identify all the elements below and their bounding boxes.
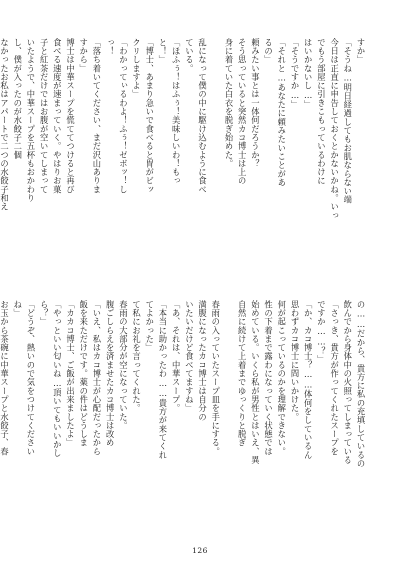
upper-text-tier (0, 38, 367, 288)
text-line: 食べる速度が速まっていく。やはりお菓 (52, 38, 63, 194)
text-line: っ！ (105, 38, 116, 56)
text-line: 「それと…あなたに頼みたいことがあ (276, 38, 287, 187)
page-number: 126 (192, 546, 208, 555)
text-line: 「やっといい匂いね…頂いてもいいかし (52, 300, 63, 458)
text-line: 「どうぞ、熱いので気をつけてください (25, 300, 36, 456)
text-line: と！」 (157, 38, 168, 64)
text-line: 始めている。いくら私が男性とはいえ、異 (250, 300, 261, 465)
text-line: ね」 (12, 300, 23, 318)
text-line: し、僕が入ったのが水餃子二個 (12, 38, 23, 160)
text-line: 「博士、あまり急いで食べると胃がビッ (144, 38, 155, 194)
text-line: て私にお礼を言ってくれた。 (131, 300, 142, 413)
text-line: ら？」 (39, 300, 50, 326)
text-line: 「さっき、貴方が作ってくれたスープを (329, 300, 340, 456)
text-line: 博士は中華スープを慌ててつけると再び (65, 38, 76, 194)
text-line: るの」 (263, 38, 274, 64)
text-line: 「そうね…明日経過してもお肌ならない端 (342, 38, 353, 205)
text-line: 思わずカコ博士に問いかけた。 (289, 300, 300, 422)
text-line: 腹ごしらえを済ませたカコ博士は改め (105, 300, 116, 448)
text-line: ている。 (184, 38, 195, 73)
text-line: クリしますよ」 (131, 38, 142, 99)
text-line: 満腹になったカコ博士は自分の (197, 300, 208, 422)
text-line: 「本当に助かったわ……貴方が来てくれ (157, 300, 168, 460)
text-line: 飯を来ただけです。薬の件はどうしま (78, 300, 89, 448)
text-line: 身に着ていた白衣を脱ぎ始めた。 (223, 38, 234, 168)
text-line: お玉から茶碗に中華スープと水餃子、春 (0, 300, 10, 456)
text-line: 何が起こっているのかを理解できない。 (276, 300, 287, 456)
text-line: 「わかってぃるわよ！ふぅ！ゼボッ！し (118, 38, 129, 194)
text-line: 「そうですか…」 (289, 38, 300, 109)
text-line: の……だから、貴方に私の充填しているの (356, 300, 366, 468)
text-line: いたいだけど食べてますね」 (184, 300, 195, 413)
text-line: 子と紅茶だけではお腹が空いてしまって (39, 38, 50, 194)
text-line: すか」 (356, 38, 366, 64)
text-line: ですか……？」 (316, 300, 327, 364)
text-line: 「いえ、私はカコ博士が心配だったから (91, 300, 102, 456)
text-line: 「落ち着いてください、まだ沢山ありま (91, 38, 102, 194)
text-line: 性の下着まで露わになっていく状態では (263, 300, 274, 456)
text-line: 春雨の大部分が空になっていた。 (118, 300, 129, 430)
text-line: 「ほふぅ！はふぅ！美味しいわ！もっ (171, 38, 182, 186)
text-line: 飲んでから身体中の火照ってしまっている (342, 300, 353, 465)
text-line: 頼みたい事とは一体何だろうか？ (250, 38, 261, 168)
text-line: いたようで、中華スープを五杯もおかわり (25, 38, 36, 203)
text-line: 乱になって僕の中に駆け込むように食べ (197, 38, 208, 194)
text-line: なかったお私はアパートで二つの水餃子和え (0, 38, 10, 211)
text-line: 春雨の入っていたスープ皿を手にする。 (210, 300, 221, 456)
text-line: 「あ、それは、中華スープ。 (171, 300, 182, 413)
text-line: 今日は正直に申告しておくとかないかね。いっ (329, 38, 340, 220)
text-line: すから」 (78, 38, 89, 73)
text-line: でもう部屋に引きこもっているわけに (316, 38, 327, 186)
text-line: 「カカコ博士、ご飯が出来ましたよ」 (65, 300, 76, 448)
text-line: 「か、カコ博士？……体何をしているん (303, 300, 314, 460)
text-line: 自然に続けて上着までゆっくりと脱ぎ (237, 300, 248, 448)
text-line (209, 38, 222, 288)
lower-text-tier (0, 300, 367, 550)
text-line: はいかないし…」 (303, 38, 314, 109)
text-line: そう思っていると突然カコ博士は上の (237, 38, 248, 186)
text-line (222, 300, 235, 550)
text-line: てよかった」 (144, 300, 155, 352)
